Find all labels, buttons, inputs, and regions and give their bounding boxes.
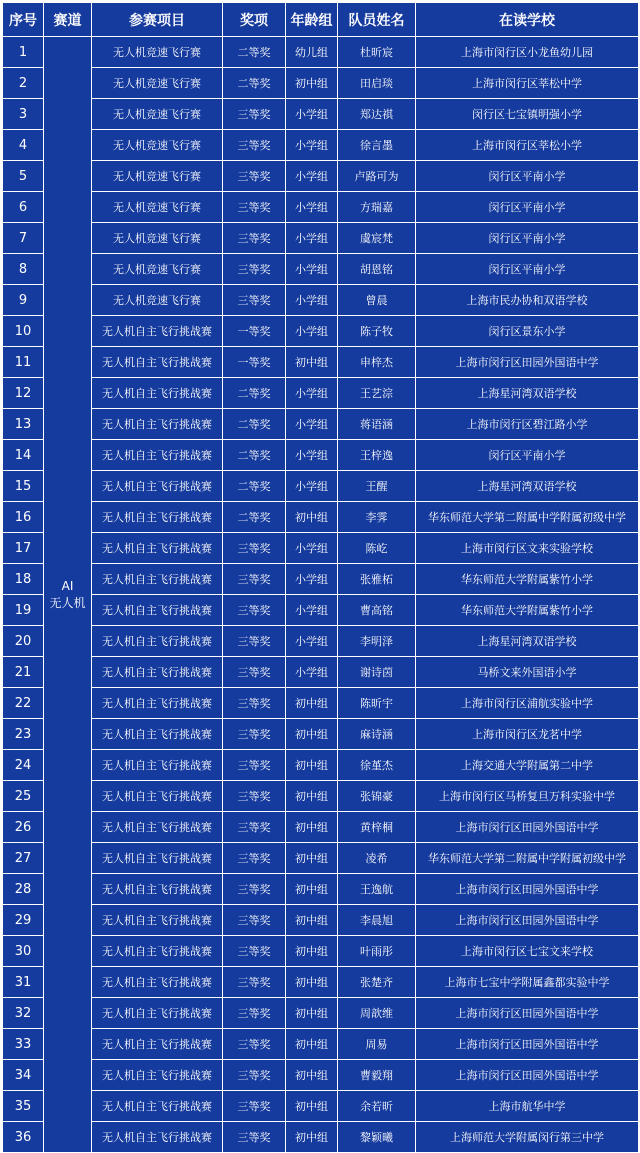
cell-school: 上海市闵行区田园外国语中学: [416, 874, 639, 905]
cell-no: 4: [3, 130, 44, 161]
table-row: [3, 68, 639, 99]
cell-award: 三等奖: [223, 254, 286, 285]
cell-project: 无人机自主飞行挑战赛: [92, 967, 223, 998]
cell-school: 闵行区景东小学: [416, 316, 639, 347]
cell-school: 上海市闵行区小龙鱼幼儿园: [416, 37, 639, 68]
table-row: [3, 812, 639, 843]
cell-project: 无人机自主飞行挑战赛: [92, 843, 223, 874]
cell-no: 15: [3, 471, 44, 502]
cell-award: 二等奖: [223, 378, 286, 409]
header-project: 参赛项目: [92, 3, 223, 37]
cell-project: 无人机自主飞行挑战赛: [92, 719, 223, 750]
cell-award: 三等奖: [223, 595, 286, 626]
cell-no: 10: [3, 316, 44, 347]
cell-award: 三等奖: [223, 533, 286, 564]
cell-member-name: 陈昕宇: [338, 688, 416, 719]
cell-no: 35: [3, 1091, 44, 1122]
cell-school: 上海师范大学附属闵行第三中学: [416, 1122, 639, 1153]
cell-project: 无人机竞速飞行赛: [92, 37, 223, 68]
cell-no: 34: [3, 1060, 44, 1091]
table-row: [3, 564, 639, 595]
cell-award: 三等奖: [223, 967, 286, 998]
cell-age-group: 初中组: [286, 874, 338, 905]
cell-member-name: 方瑞嘉: [338, 192, 416, 223]
cell-member-name: 凌希: [338, 843, 416, 874]
cell-project: 无人机竞速飞行赛: [92, 130, 223, 161]
table-row: [3, 378, 639, 409]
table-row: [3, 223, 639, 254]
cell-school: 马桥文来外国语小学: [416, 657, 639, 688]
cell-member-name: 杜昕宸: [338, 37, 416, 68]
table-row: [3, 626, 639, 657]
cell-member-name: 谢诗茵: [338, 657, 416, 688]
cell-school: 闵行区平南小学: [416, 440, 639, 471]
cell-age-group: 小学组: [286, 254, 338, 285]
cell-age-group: 初中组: [286, 843, 338, 874]
cell-age-group: 小学组: [286, 161, 338, 192]
cell-project: 无人机自主飞行挑战赛: [92, 471, 223, 502]
cell-member-name: 张楚齐: [338, 967, 416, 998]
cell-age-group: 小学组: [286, 595, 338, 626]
cell-no: 26: [3, 812, 44, 843]
cell-project: 无人机自主飞行挑战赛: [92, 347, 223, 378]
table-row: [3, 37, 639, 68]
cell-member-name: 李霁: [338, 502, 416, 533]
cell-no: 22: [3, 688, 44, 719]
table-row: [3, 347, 639, 378]
cell-no: 24: [3, 750, 44, 781]
table-row: [3, 967, 639, 998]
cell-school: 上海市闵行区碧江路小学: [416, 409, 639, 440]
cell-no: 31: [3, 967, 44, 998]
table-row: [3, 905, 639, 936]
cell-member-name: 王醒: [338, 471, 416, 502]
cell-project: 无人机自主飞行挑战赛: [92, 998, 223, 1029]
cell-school: 上海星河湾双语学校: [416, 626, 639, 657]
cell-project: 无人机自主飞行挑战赛: [92, 440, 223, 471]
cell-school: 上海市民办协和双语学校: [416, 285, 639, 316]
cell-age-group: 初中组: [286, 812, 338, 843]
cell-member-name: 徐堇杰: [338, 750, 416, 781]
cell-age-group: 初中组: [286, 998, 338, 1029]
cell-project: 无人机自主飞行挑战赛: [92, 378, 223, 409]
cell-project: 无人机自主飞行挑战赛: [92, 688, 223, 719]
cell-member-name: 余若昕: [338, 1091, 416, 1122]
cell-age-group: 小学组: [286, 378, 338, 409]
table-row: [3, 688, 639, 719]
table-row: [3, 533, 639, 564]
table-row: [3, 750, 639, 781]
table-row: [3, 99, 639, 130]
table-row: [3, 595, 639, 626]
table-row: [3, 1122, 639, 1153]
cell-award: 三等奖: [223, 812, 286, 843]
award-table: [2, 2, 639, 1153]
cell-project: 无人机自主飞行挑战赛: [92, 595, 223, 626]
cell-member-name: 麻诗涵: [338, 719, 416, 750]
cell-school: 上海市闵行区莘松中学: [416, 68, 639, 99]
cell-member-name: 徐言墨: [338, 130, 416, 161]
cell-award: 三等奖: [223, 130, 286, 161]
cell-age-group: 小学组: [286, 192, 338, 223]
cell-award: 二等奖: [223, 471, 286, 502]
cell-school: 上海市闵行区田园外国语中学: [416, 998, 639, 1029]
cell-member-name: 陈屹: [338, 533, 416, 564]
table-row: [3, 843, 639, 874]
cell-school: 闵行区平南小学: [416, 192, 639, 223]
cell-project: 无人机自主飞行挑战赛: [92, 409, 223, 440]
cell-project: 无人机竞速飞行赛: [92, 68, 223, 99]
cell-age-group: 初中组: [286, 1029, 338, 1060]
cell-project: 无人机自主飞行挑战赛: [92, 905, 223, 936]
cell-member-name: 虞宸梵: [338, 223, 416, 254]
cell-project: 无人机自主飞行挑战赛: [92, 781, 223, 812]
table-row: [3, 316, 639, 347]
cell-award: 三等奖: [223, 1060, 286, 1091]
cell-award: 三等奖: [223, 564, 286, 595]
cell-award: 三等奖: [223, 843, 286, 874]
cell-school: 上海市闵行区文来实验学校: [416, 533, 639, 564]
cell-school: 上海交通大学附属第二中学: [416, 750, 639, 781]
cell-no: 17: [3, 533, 44, 564]
cell-age-group: 初中组: [286, 936, 338, 967]
cell-age-group: 初中组: [286, 347, 338, 378]
cell-school: 上海市闵行区龙茗中学: [416, 719, 639, 750]
cell-award: 二等奖: [223, 68, 286, 99]
cell-project: 无人机自主飞行挑战赛: [92, 874, 223, 905]
cell-no: 25: [3, 781, 44, 812]
cell-member-name: 黎颖曦: [338, 1122, 416, 1153]
cell-school: 闵行区平南小学: [416, 254, 639, 285]
cell-age-group: 小学组: [286, 316, 338, 347]
table-row: [3, 471, 639, 502]
cell-age-group: 初中组: [286, 905, 338, 936]
cell-school: 上海市闵行区田园外国语中学: [416, 347, 639, 378]
cell-award: 三等奖: [223, 223, 286, 254]
cell-school: 上海市闵行区浦航实验中学: [416, 688, 639, 719]
cell-member-name: 张雅柘: [338, 564, 416, 595]
cell-no: 16: [3, 502, 44, 533]
cell-age-group: 初中组: [286, 967, 338, 998]
cell-age-group: 小学组: [286, 657, 338, 688]
cell-no: 11: [3, 347, 44, 378]
cell-school: 上海市闵行区田园外国语中学: [416, 1060, 639, 1091]
cell-age-group: 小学组: [286, 130, 338, 161]
cell-age-group: 小学组: [286, 564, 338, 595]
cell-age-group: 初中组: [286, 68, 338, 99]
cell-no: 20: [3, 626, 44, 657]
table-row: [3, 409, 639, 440]
cell-member-name: 曹高铭: [338, 595, 416, 626]
cell-no: 30: [3, 936, 44, 967]
header-row: [3, 3, 639, 37]
cell-member-name: 陈子牧: [338, 316, 416, 347]
cell-member-name: 郑达祺: [338, 99, 416, 130]
cell-project: 无人机竞速飞行赛: [92, 99, 223, 130]
cell-award: 二等奖: [223, 440, 286, 471]
cell-age-group: 小学组: [286, 440, 338, 471]
cell-award: 三等奖: [223, 998, 286, 1029]
cell-member-name: 卢路可为: [338, 161, 416, 192]
cell-no: 23: [3, 719, 44, 750]
cell-project: 无人机竞速飞行赛: [92, 161, 223, 192]
cell-award: 二等奖: [223, 502, 286, 533]
cell-project: 无人机自主飞行挑战赛: [92, 936, 223, 967]
table-row: [3, 719, 639, 750]
cell-member-name: 田启琰: [338, 68, 416, 99]
cell-member-name: 张锦豪: [338, 781, 416, 812]
cell-no: 19: [3, 595, 44, 626]
cell-no: 14: [3, 440, 44, 471]
cell-member-name: 黄梓桐: [338, 812, 416, 843]
cell-member-name: 王艺淙: [338, 378, 416, 409]
table-header: [3, 3, 639, 37]
cell-age-group: 小学组: [286, 285, 338, 316]
cell-project: 无人机自主飞行挑战赛: [92, 316, 223, 347]
cell-member-name: 申梓杰: [338, 347, 416, 378]
cell-award: 三等奖: [223, 1091, 286, 1122]
header-track: 赛道: [44, 3, 92, 37]
table-row: [3, 657, 639, 688]
cell-member-name: 曾晨: [338, 285, 416, 316]
cell-award: 三等奖: [223, 688, 286, 719]
cell-award: 三等奖: [223, 657, 286, 688]
table-row: [3, 1060, 639, 1091]
cell-no: 13: [3, 409, 44, 440]
cell-no: 33: [3, 1029, 44, 1060]
table-row: [3, 874, 639, 905]
cell-award: 三等奖: [223, 750, 286, 781]
cell-member-name: 曹毅翔: [338, 1060, 416, 1091]
cell-school: 上海市闵行区田园外国语中学: [416, 812, 639, 843]
cell-no: 7: [3, 223, 44, 254]
cell-award: 三等奖: [223, 99, 286, 130]
cell-no: 36: [3, 1122, 44, 1153]
table-row: [3, 192, 639, 223]
cell-no: 1: [3, 37, 44, 68]
cell-no: 32: [3, 998, 44, 1029]
cell-age-group: 小学组: [286, 99, 338, 130]
cell-project: 无人机自主飞行挑战赛: [92, 812, 223, 843]
cell-school: 闵行区七宝镇明强小学: [416, 99, 639, 130]
cell-award: 三等奖: [223, 626, 286, 657]
cell-school: 华东师范大学第二附属中学附属初级中学: [416, 843, 639, 874]
cell-award: 一等奖: [223, 316, 286, 347]
cell-award: 三等奖: [223, 285, 286, 316]
cell-no: 5: [3, 161, 44, 192]
cell-award: 三等奖: [223, 161, 286, 192]
cell-member-name: 王梓逸: [338, 440, 416, 471]
cell-school: 上海市航华中学: [416, 1091, 639, 1122]
track-line-1: AI: [61, 578, 74, 593]
table-row: [3, 285, 639, 316]
table-row: [3, 781, 639, 812]
cell-age-group: 小学组: [286, 533, 338, 564]
cell-no: 3: [3, 99, 44, 130]
cell-project: 无人机自主飞行挑战赛: [92, 1029, 223, 1060]
cell-track: [44, 37, 92, 1153]
cell-project: 无人机自主飞行挑战赛: [92, 657, 223, 688]
table-row: [3, 440, 639, 471]
cell-no: 2: [3, 68, 44, 99]
cell-member-name: 李明泽: [338, 626, 416, 657]
table-row: [3, 130, 639, 161]
cell-age-group: 小学组: [286, 471, 338, 502]
cell-no: 8: [3, 254, 44, 285]
table-row: [3, 1029, 639, 1060]
cell-award: 一等奖: [223, 347, 286, 378]
cell-school: 上海市闵行区田园外国语中学: [416, 905, 639, 936]
cell-award: 二等奖: [223, 409, 286, 440]
cell-school: 上海市闵行区莘松小学: [416, 130, 639, 161]
cell-no: 28: [3, 874, 44, 905]
cell-school: 上海星河湾双语学校: [416, 378, 639, 409]
cell-award: 三等奖: [223, 936, 286, 967]
cell-member-name: 蒋语涵: [338, 409, 416, 440]
cell-award: 三等奖: [223, 719, 286, 750]
cell-project: 无人机自主飞行挑战赛: [92, 750, 223, 781]
cell-school: 华东师范大学第二附属中学附属初级中学: [416, 502, 639, 533]
cell-award: 三等奖: [223, 1029, 286, 1060]
cell-no: 29: [3, 905, 44, 936]
header-member-name: 队员姓名: [338, 3, 416, 37]
cell-age-group: 初中组: [286, 688, 338, 719]
cell-school: 华东师范大学附属紫竹小学: [416, 595, 639, 626]
cell-school: 闵行区平南小学: [416, 161, 639, 192]
cell-project: 无人机竞速飞行赛: [92, 285, 223, 316]
cell-member-name: 李晨旭: [338, 905, 416, 936]
cell-age-group: 小学组: [286, 409, 338, 440]
cell-no: 9: [3, 285, 44, 316]
table-row: [3, 936, 639, 967]
cell-school: 上海星河湾双语学校: [416, 471, 639, 502]
cell-award: 三等奖: [223, 905, 286, 936]
cell-award: 三等奖: [223, 874, 286, 905]
cell-no: 6: [3, 192, 44, 223]
table-row: [3, 1091, 639, 1122]
cell-project: 无人机竞速飞行赛: [92, 223, 223, 254]
cell-member-name: 胡恩铭: [338, 254, 416, 285]
cell-member-name: 周歆维: [338, 998, 416, 1029]
cell-age-group: 初中组: [286, 1091, 338, 1122]
cell-no: 12: [3, 378, 44, 409]
cell-school: 华东师范大学附属紫竹小学: [416, 564, 639, 595]
cell-school: 上海市闵行区马桥复旦万科实验中学: [416, 781, 639, 812]
cell-project: 无人机竞速飞行赛: [92, 192, 223, 223]
cell-member-name: 周易: [338, 1029, 416, 1060]
table-row: [3, 254, 639, 285]
header-no: 序号: [3, 3, 44, 37]
cell-age-group: 初中组: [286, 781, 338, 812]
table-body: [3, 37, 639, 1153]
cell-age-group: 初中组: [286, 750, 338, 781]
cell-school: 上海市七宝中学附属鑫都实验中学: [416, 967, 639, 998]
cell-award: 三等奖: [223, 1122, 286, 1153]
cell-no: 27: [3, 843, 44, 874]
cell-age-group: 幼儿组: [286, 37, 338, 68]
header-award: 奖项: [223, 3, 286, 37]
table-row: [3, 998, 639, 1029]
cell-age-group: 小学组: [286, 626, 338, 657]
track-line-2: 无人机: [49, 595, 86, 610]
cell-member-name: 王逸航: [338, 874, 416, 905]
cell-age-group: 初中组: [286, 1122, 338, 1153]
cell-project: 无人机自主飞行挑战赛: [92, 564, 223, 595]
cell-no: 18: [3, 564, 44, 595]
cell-project: 无人机竞速飞行赛: [92, 254, 223, 285]
cell-project: 无人机自主飞行挑战赛: [92, 1060, 223, 1091]
cell-award: 三等奖: [223, 781, 286, 812]
cell-award: 二等奖: [223, 37, 286, 68]
cell-age-group: 初中组: [286, 1060, 338, 1091]
header-school: 在读学校: [416, 3, 639, 37]
cell-project: 无人机自主飞行挑战赛: [92, 1091, 223, 1122]
cell-school: 上海市闵行区田园外国语中学: [416, 1029, 639, 1060]
cell-project: 无人机自主飞行挑战赛: [92, 1122, 223, 1153]
cell-age-group: 小学组: [286, 223, 338, 254]
table-row: [3, 161, 639, 192]
table-row: [3, 502, 639, 533]
cell-age-group: 初中组: [286, 502, 338, 533]
cell-award: 三等奖: [223, 192, 286, 223]
header-age-group: 年龄组: [286, 3, 338, 37]
cell-project: 无人机自主飞行挑战赛: [92, 502, 223, 533]
cell-member-name: 叶雨彤: [338, 936, 416, 967]
cell-school: 闵行区平南小学: [416, 223, 639, 254]
cell-school: 上海市闵行区七宝文来学校: [416, 936, 639, 967]
cell-project: 无人机自主飞行挑战赛: [92, 533, 223, 564]
cell-project: 无人机自主飞行挑战赛: [92, 626, 223, 657]
cell-no: 21: [3, 657, 44, 688]
cell-age-group: 初中组: [286, 719, 338, 750]
